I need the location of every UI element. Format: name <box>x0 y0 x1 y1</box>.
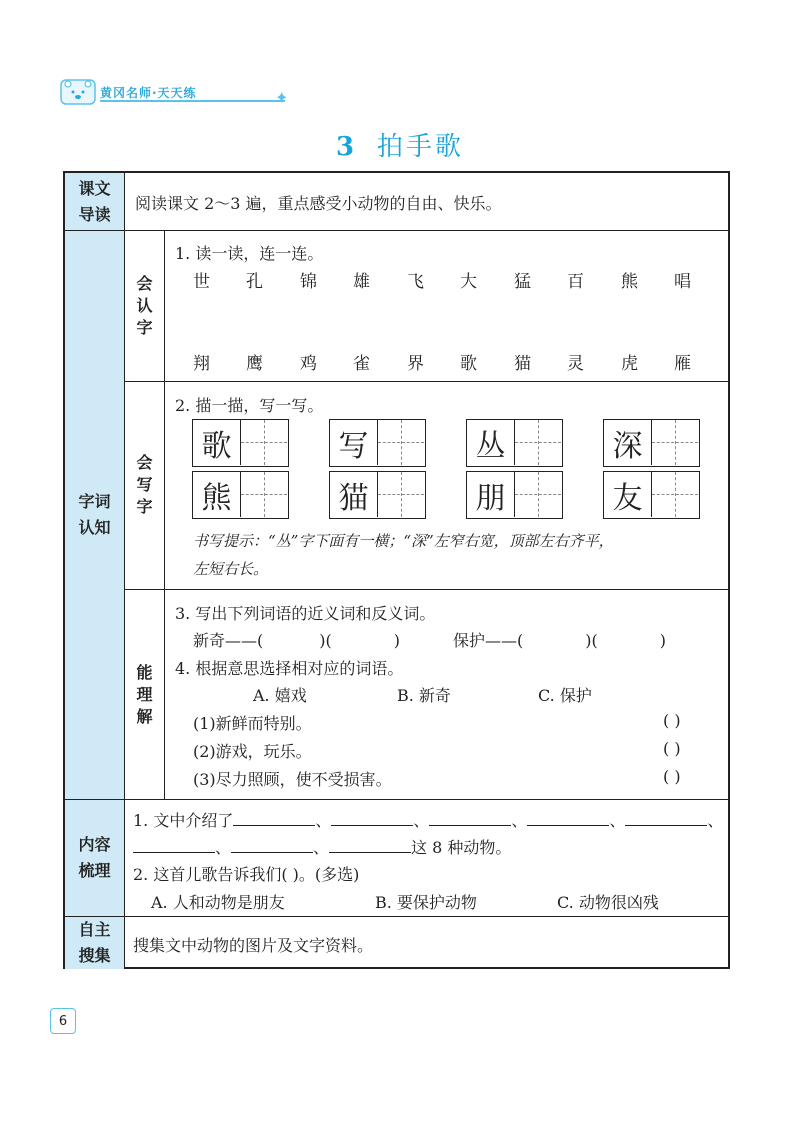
guide-label: 课文导读 <box>78 178 111 224</box>
model-char: 友 <box>604 472 652 517</box>
separator: 、 <box>707 811 724 830</box>
q3-b-word: 保护——( <box>453 631 524 650</box>
q4-item-3: (3)尽力照顾，使不受损害。 <box>193 770 392 789</box>
option-a: A. 嬉戏 <box>253 686 307 705</box>
answer-blank[interactable] <box>331 812 413 826</box>
top-char[interactable]: 锦 <box>300 272 317 292</box>
words-row <box>65 231 728 800</box>
top-char[interactable]: 唱 <box>674 272 691 292</box>
writing-grid[interactable] <box>329 471 426 519</box>
bottom-char[interactable]: 灵 <box>567 354 584 374</box>
write-label: 会写字 <box>136 453 153 516</box>
q1-text: 1. 读一读，连一连。 <box>175 244 324 263</box>
content-label: 内容梳理 <box>78 835 111 880</box>
bottom-char[interactable]: 雁 <box>674 354 691 374</box>
q3-b-end: ) <box>659 631 666 650</box>
guide-text: 阅读课文 2～3 遍，重点感受小动物的自由、快乐。 <box>135 194 502 213</box>
writing-grid[interactable] <box>329 419 426 467</box>
model-char: 猫 <box>330 472 378 517</box>
collect-row <box>65 917 728 969</box>
bottom-char[interactable]: 鹰 <box>246 354 263 374</box>
bear-logo-icon <box>60 78 96 106</box>
bottom-char[interactable]: 翔 <box>193 354 210 374</box>
content-q1-line1 <box>133 808 723 831</box>
bottom-char[interactable]: 界 <box>407 354 424 374</box>
model-char: 朋 <box>467 472 515 517</box>
answer-paren[interactable]: ( ) <box>663 711 681 730</box>
top-char[interactable]: 雄 <box>353 272 370 292</box>
worksheet-table <box>63 171 730 969</box>
understand-header <box>125 589 165 800</box>
collect-header <box>65 917 125 969</box>
content-header <box>65 800 125 916</box>
guide-row <box>65 173 728 231</box>
writing-tip-line1: 书写提示：“丛”字下面有一横；“深”左窄右宽，顶部左右齐平， <box>193 532 614 550</box>
separator: 、 <box>511 811 528 830</box>
guide-line <box>378 494 424 495</box>
writing-grid[interactable] <box>603 471 700 519</box>
separator: 、 <box>413 811 430 830</box>
writing-grid[interactable] <box>466 419 563 467</box>
brand-underline <box>100 100 285 102</box>
guide-line <box>378 442 424 443</box>
guide-line <box>515 442 561 443</box>
guide-line <box>652 494 698 495</box>
collect-label: 自主搜集 <box>78 920 111 965</box>
model-char: 丛 <box>467 420 515 465</box>
choice-b: B. 要保护动物 <box>375 893 477 912</box>
guide-line <box>652 442 698 443</box>
q4-item-1: (1)新鲜而特别。 <box>193 714 312 733</box>
lesson-name: 拍手歌 <box>377 132 465 162</box>
page-number: 6 <box>50 1008 76 1034</box>
writing-tip-line2: 左短右长。 <box>193 560 269 578</box>
sparkle-icon: ✦ <box>275 88 289 107</box>
recognize-label: 会认字 <box>136 274 153 337</box>
top-char[interactable]: 猛 <box>514 272 531 292</box>
q4-text: 4. 根据意思选择相对应的词语。 <box>175 659 404 678</box>
separator: 、 <box>215 838 232 857</box>
bottom-char[interactable]: 鸡 <box>300 354 317 374</box>
divider <box>125 589 728 590</box>
understand-label: 能理解 <box>136 662 153 726</box>
guide-line <box>515 494 561 495</box>
option-c: C. 保护 <box>538 686 592 705</box>
top-char[interactable]: 百 <box>567 272 584 292</box>
q3-a-end: ) <box>393 631 400 650</box>
answer-blank[interactable] <box>233 812 315 826</box>
recognize-header <box>125 231 165 381</box>
answer-paren[interactable]: ( ) <box>663 739 681 758</box>
choice-c: C. 动物很凶残 <box>557 893 659 912</box>
bottom-char[interactable]: 歌 <box>460 354 477 374</box>
bottom-char[interactable]: 虎 <box>621 354 638 374</box>
top-char[interactable]: 孔 <box>246 272 263 292</box>
content-row <box>65 800 728 917</box>
answer-blank[interactable] <box>429 812 511 826</box>
model-char: 深 <box>604 420 652 465</box>
content-q1-line2 <box>133 835 511 858</box>
answer-blank[interactable] <box>625 812 707 826</box>
model-char: 歌 <box>193 420 241 465</box>
model-char: 熊 <box>193 472 241 517</box>
bottom-char[interactable]: 猫 <box>514 354 531 374</box>
answer-blank[interactable] <box>527 812 609 826</box>
q3-a-word: 新奇——( <box>193 631 264 650</box>
q3-a-mid: )( <box>319 631 332 650</box>
answer-paren[interactable]: ( ) <box>663 767 681 786</box>
q4-item-2: (2)游戏，玩乐。 <box>193 742 312 761</box>
top-char[interactable]: 飞 <box>407 272 424 292</box>
writing-grid[interactable] <box>192 471 289 519</box>
divider <box>125 381 728 382</box>
answer-blank[interactable] <box>231 839 313 853</box>
top-char[interactable]: 世 <box>193 272 210 292</box>
top-char[interactable]: 熊 <box>621 272 638 292</box>
separator: 、 <box>609 811 626 830</box>
brand-name: 黄冈名师·天天练 <box>100 86 197 100</box>
collect-text: 搜集文中动物的图片及文字资料。 <box>133 936 374 955</box>
q1-end: 这 8 种动物。 <box>411 838 512 857</box>
q3-text: 3. 写出下列词语的近义词和反义词。 <box>175 604 436 623</box>
option-b: B. 新奇 <box>397 686 451 705</box>
q1-start: 1. 文中介绍了 <box>133 811 234 830</box>
brand-header <box>60 78 289 108</box>
writing-grid[interactable] <box>192 419 289 467</box>
q2-text: 2. 描一描，写一写。 <box>175 396 324 415</box>
words-header <box>65 231 125 799</box>
answer-blank[interactable] <box>329 839 411 853</box>
separator: 、 <box>315 811 332 830</box>
q3-item-a <box>193 628 400 651</box>
guide-line <box>241 494 287 495</box>
guide-line <box>241 442 287 443</box>
content-q2: 2. 这首儿歌告诉我们( )。(多选) <box>133 865 360 884</box>
q3-item-b <box>453 628 666 651</box>
bottom-char[interactable]: 雀 <box>353 354 370 374</box>
write-header <box>125 381 165 589</box>
words-label: 字词认知 <box>78 492 111 537</box>
model-char: 写 <box>330 420 378 465</box>
q3-b-mid: )( <box>585 631 598 650</box>
guide-header <box>65 173 125 230</box>
top-char[interactable]: 大 <box>460 272 477 292</box>
separator: 、 <box>313 838 330 857</box>
lesson-title <box>0 126 800 163</box>
lesson-number: 3 <box>335 132 358 162</box>
choice-a: A. 人和动物是朋友 <box>151 893 285 912</box>
writing-grid[interactable] <box>466 471 563 519</box>
answer-blank[interactable] <box>133 839 215 853</box>
writing-grid[interactable] <box>603 419 700 467</box>
